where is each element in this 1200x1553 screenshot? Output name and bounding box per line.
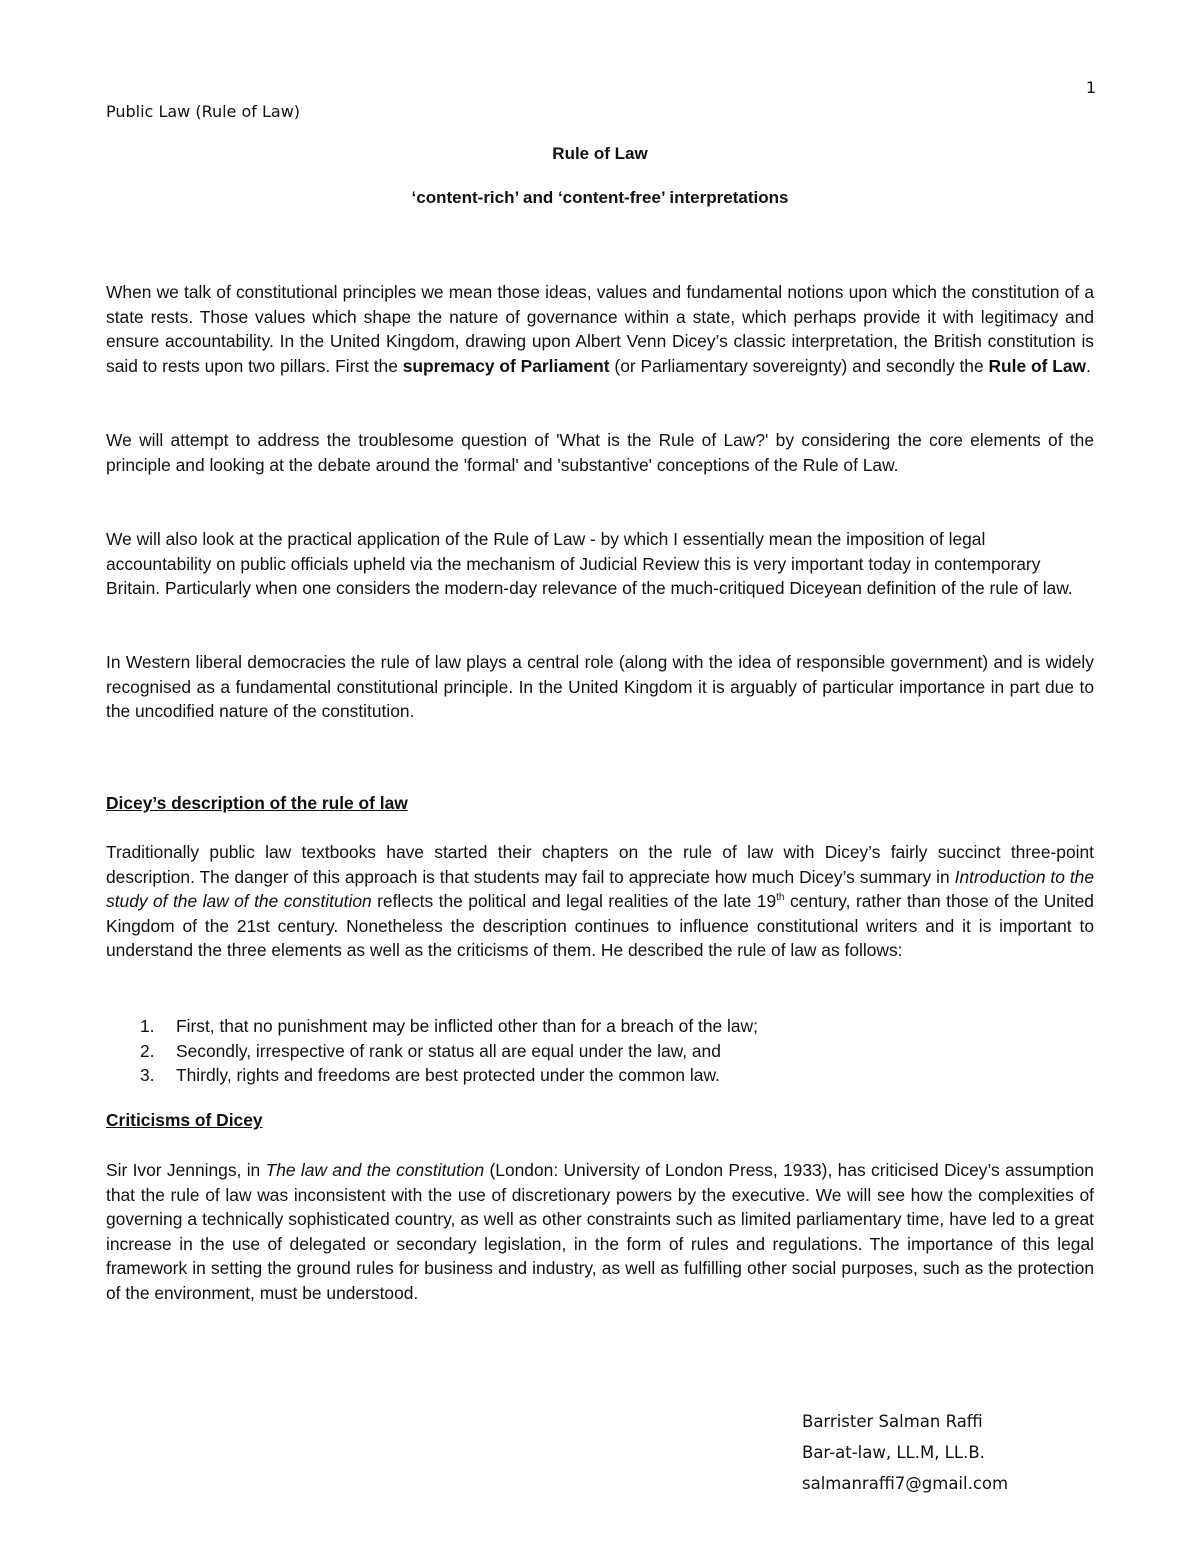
author-credentials: Bar-at-law, LL.M, LL.B. xyxy=(802,1443,985,1462)
emphasis-rule-of-law: Rule of Law xyxy=(988,355,1087,376)
intro-paragraph-3: We will also look at the practical application of the Rule of Law - by which I essentially mean the imposition of legal accountability on public officials upheld via the mechanism of Judicial Review this is very important today in contemporary Britain. Particularly when one considers the modern-day relevance of the much-critiqued Diceyean definition of the rule of law. xyxy=(106,529,1073,599)
author-email: salmanraffi7@gmail.com xyxy=(802,1474,1009,1493)
signature-block xyxy=(802,1406,1008,1499)
section-heading-criticisms: Criticisms of Dicey xyxy=(106,1110,263,1130)
intro-paragraph-4: In Western liberal democracies the rule of law plays a central role (along with the idea of responsible government) and is widely recognised as a fundamental constitutional principle. In the United Kingdom it is arguably of particular importance in part due to the uncodified nature of the constitution. xyxy=(106,652,1094,722)
author-name: Barrister Salman Raffi xyxy=(802,1412,983,1431)
dicey-paragraph: Traditionally public law textbooks have started their chapters on the rule of law with Dicey’s fairly succinct three-point description. The danger of this approach is that students may fail to appreciate how much Dicey’s summary in Introduction to the study of the law of the constitution reflects the political and legal realities of the late 19th century, rather than those of the United Kingdom of the 21st century. Nonetheless the description continues to influence constitutional writers and it is important to understand the three elements as well as the criticisms of them. He described the rule of law as follows: xyxy=(106,842,1094,961)
criticisms-paragraph: Sir Ivor Jennings, in The law and the constitution (London: University of London Press, 1933), has criticised Dicey’s assumption that the rule of law was inconsistent with the use of discretionary powers by the executive. We will see how the complexities of governing a technically sophisticated country, as well as other constraints such as limited parliamentary time, have led to a great increase in the use of delegated or secondary legislation, in the form of rules and regulations. The importance of this legal framework in setting the ground rules for business and industry, as well as fulfilling other social purposes, such as the protection of the environment, must be understood. xyxy=(106,1160,1094,1303)
book-title: Introduction to the study of the law of the constitution xyxy=(106,866,1094,912)
book-title: The law and the constitution xyxy=(265,1160,485,1180)
document-subtitle: ‘content-rich’ and ‘content-free’ interpretations xyxy=(411,188,789,207)
page-number: 1 xyxy=(1085,78,1096,97)
intro-paragraph-2: We will attempt to address the troublesome question of 'What is the Rule of Law?' by considering the core elements of the principle and looking at the debate around the 'formal' and 'substantive' conceptions of the Rule of Law. xyxy=(106,430,1094,475)
list-item: 2. Secondly, irrespective of rank or status all are equal under the law, and xyxy=(140,1040,721,1061)
dicey-principles-list xyxy=(140,1014,1090,1088)
section-heading-dicey: Dicey’s description of the rule of law xyxy=(106,793,408,813)
list-item: 3. Thirdly, rights and freedoms are best protected under the common law. xyxy=(140,1065,720,1086)
intro-paragraph-1: When we talk of constitutional principles we mean those ideas, values and fundamental notions upon which the constitution of a state rests. Those values which shape the nature of governance within a state, which perhaps provide it with legitimacy and ensure accountability. In the United Kingdom, drawing upon Albert Venn Dicey’s classic interpretation, the British constitution is said to rests upon two pillars. First the supremacy of Parliament (or Parliamentary sovereignty) and secondly the Rule of Law. xyxy=(106,282,1094,376)
emphasis-supremacy: supremacy of Parliament xyxy=(402,355,610,376)
list-item: 1. First, that no punishment may be inflicted other than for a breach of the law; xyxy=(140,1016,758,1036)
document-title: Rule of Law xyxy=(552,144,648,163)
running-header: Public Law (Rule of Law) xyxy=(106,102,301,121)
